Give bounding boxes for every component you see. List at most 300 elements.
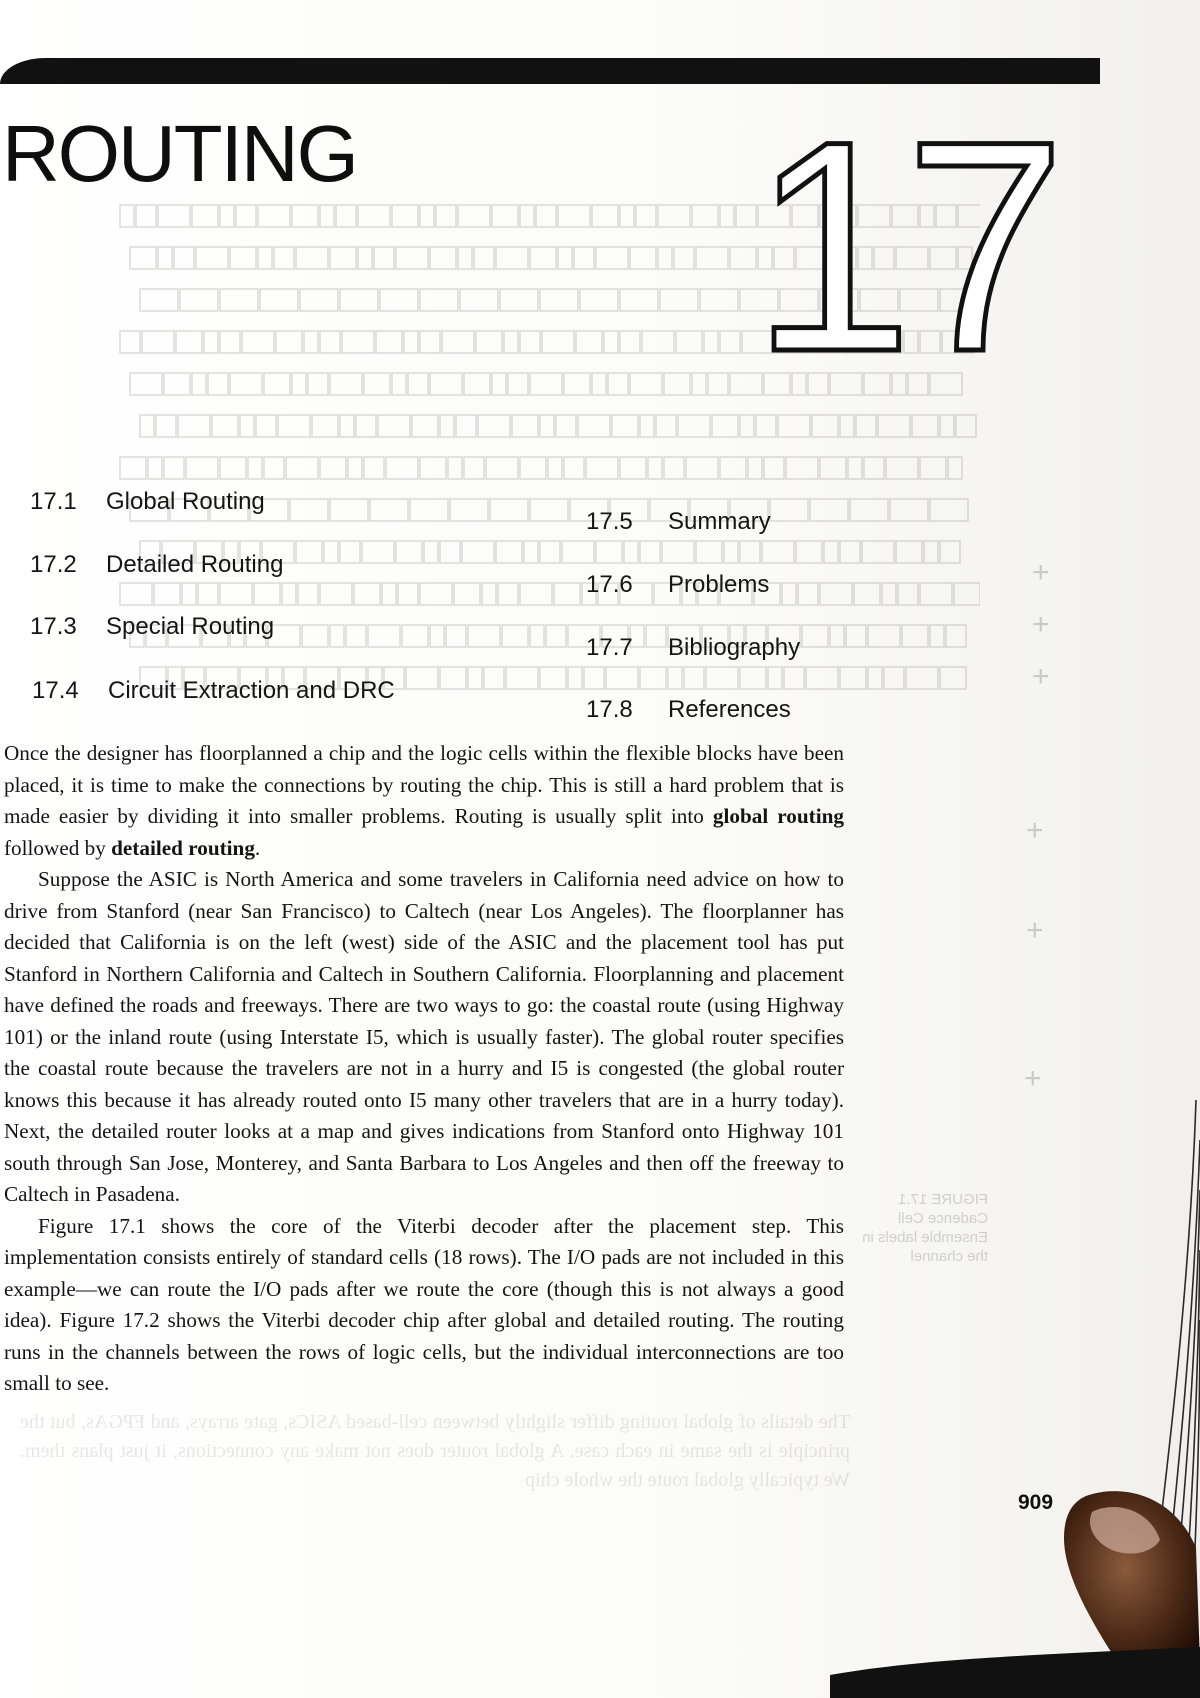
toc-title: References	[668, 696, 791, 723]
layout-cell	[764, 457, 784, 479]
layout-cell	[474, 247, 494, 269]
layout-cell	[330, 373, 362, 395]
layout-cell	[320, 583, 352, 605]
layout-cell	[490, 499, 528, 521]
layout-cell	[368, 625, 400, 647]
layout-cell	[864, 457, 884, 479]
layout-cell	[140, 415, 154, 437]
layout-cell	[864, 373, 890, 395]
layout-cell	[908, 373, 928, 395]
layout-cell	[840, 415, 854, 437]
layout-cell	[956, 415, 976, 437]
layout-cell	[276, 331, 302, 353]
layout-cell	[498, 583, 518, 605]
layout-cell	[856, 415, 876, 437]
layout-cell	[730, 373, 762, 395]
layout-cell	[840, 667, 866, 689]
toc-title: Bibliography	[668, 634, 801, 661]
layout-cell	[530, 373, 562, 395]
layout-cell	[320, 205, 334, 227]
layout-cell	[380, 289, 418, 311]
layout-cell	[120, 205, 134, 227]
plus-mark: +	[1026, 914, 1044, 947]
layout-cell	[612, 415, 638, 437]
layout-cell	[930, 625, 944, 647]
layout-cell	[868, 667, 882, 689]
layout-cell	[448, 457, 462, 479]
layout-cell	[386, 457, 418, 479]
layout-cell	[240, 415, 254, 437]
layout-cell	[456, 415, 476, 437]
layout-cell	[348, 457, 362, 479]
layout-cell	[642, 331, 674, 353]
layout-cell	[164, 373, 190, 395]
layout-cell	[424, 541, 438, 563]
layout-cell	[524, 541, 538, 563]
layout-cell	[192, 205, 218, 227]
bleed-through-text: The details of global routing differ slightly between cell-based ASICs, gate arrays, and FPGAs, but the principle is the same in each case. A global router does not make any connections, it just plans them. We typically global route the whole chip	[20, 1411, 850, 1491]
layout-cell	[340, 415, 354, 437]
layout-cell	[720, 457, 746, 479]
layout-cell	[258, 205, 290, 227]
layout-cell	[156, 415, 176, 437]
layout-cell	[824, 541, 838, 563]
layout-cell	[696, 247, 728, 269]
layout-cell	[530, 247, 556, 269]
layout-cell	[564, 457, 584, 479]
layout-cell	[484, 667, 504, 689]
paragraph: Figure 17.1 shows the core of the Viterbi decoder after the placement step. This implementation consists entirely of standard cells (18 rows). The I/O pads are not included in this example—we can route the I/O pads after we route the core (though this is not always a good idea). Figure 17.2 shows the Viterbi decoder chip after global and detailed routing. The routing runs in the channels between the rows of logic cells, but the individual interconnections are too small to see.	[4, 1213, 844, 1395]
layout-cell	[336, 205, 356, 227]
layout-cell	[568, 667, 582, 689]
layout-cell	[676, 331, 702, 353]
layout-cell	[186, 457, 218, 479]
layout-cell	[596, 541, 622, 563]
layout-cell	[196, 247, 228, 269]
layout-cell	[684, 667, 704, 689]
layout-cell	[230, 373, 262, 395]
layout-cell	[946, 625, 966, 647]
layout-cell	[624, 541, 638, 563]
layout-cell	[220, 331, 240, 353]
layout-cell	[296, 247, 328, 269]
layout-cell	[540, 667, 566, 689]
layout-cell	[308, 373, 328, 395]
layout-cell	[130, 247, 156, 269]
layout-cell	[660, 289, 698, 311]
layout-cell	[282, 583, 296, 605]
layout-cell	[374, 247, 394, 269]
layout-cell	[392, 205, 418, 227]
layout-cell	[330, 247, 356, 269]
layout-cell	[556, 415, 576, 437]
toc-number: 17.7	[586, 634, 633, 661]
layout-cell	[358, 247, 372, 269]
layout-cell	[402, 625, 428, 647]
layout-cell	[700, 289, 738, 311]
layout-cell	[756, 415, 776, 437]
layout-cell	[302, 625, 328, 647]
layout-cell	[902, 625, 928, 647]
layout-cell	[520, 457, 546, 479]
bold-term: detailed routing	[111, 835, 255, 860]
paragraph: Suppose the ASIC is North America and some travelers in California need advice on how to drive from Stanford (near San Francisco) to Caltech (near Los Angeles). The floorplanner has decided that California is on the left (west) side of the ASIC and the placement tool has put Stanford in Northern California and Caltech in Southern California. Floorplanning and placement have defined the roads and freeways. There are two ways to go: the coastal route (using Highway 101) or the inland route (using Interstate I5, which is usually faster). The global router specifies the coastal route because the travelers are not in a hurry and I5 is congested (the global router knows this because it has already routed onto I5 many other travelers that are in a hurry today). Next, the detailed router looks at a map and gives indications from Stanford onto Highway 101 south through San Jose, Monterey, and Santa Barbara to Los Angeles and then off the freeway to Caltech in Pasadena.	[4, 867, 844, 1206]
toc-item	[586, 634, 800, 662]
layout-cell	[740, 541, 760, 563]
toc-item	[586, 696, 791, 724]
layout-cell	[862, 541, 894, 563]
layout-cell	[586, 457, 618, 479]
layout-cell	[896, 541, 922, 563]
layout-cell	[692, 205, 718, 227]
layout-cell	[468, 667, 482, 689]
chapter-body-text	[4, 738, 844, 1400]
layout-cell	[492, 373, 506, 395]
layout-cell	[640, 667, 666, 689]
layout-cell	[664, 457, 684, 479]
layout-cell	[884, 667, 904, 689]
layout-cell	[476, 331, 502, 353]
layout-cell	[530, 625, 544, 647]
layout-cell	[242, 331, 274, 353]
layout-cell	[520, 205, 534, 227]
layout-cell	[786, 457, 818, 479]
layout-cell	[320, 331, 340, 353]
layout-cell	[120, 457, 146, 479]
layout-cell	[892, 373, 906, 395]
layout-cell	[706, 667, 738, 689]
layout-cell	[154, 583, 180, 605]
layout-cell	[662, 541, 694, 563]
layout-cell	[440, 667, 466, 689]
layout-cell	[508, 373, 528, 395]
plus-mark: +	[1032, 556, 1050, 589]
layout-cell	[640, 541, 660, 563]
layout-cell	[430, 373, 462, 395]
layout-cell	[796, 541, 822, 563]
layout-cell	[340, 289, 378, 311]
layout-cell	[204, 331, 218, 353]
layout-cell	[462, 541, 494, 563]
layout-cell	[596, 247, 628, 269]
layout-cell	[686, 457, 718, 479]
layout-cell	[720, 205, 734, 227]
layout-cell	[562, 541, 594, 563]
toc-number: 17.5	[586, 508, 633, 535]
layout-cell	[704, 331, 718, 353]
layout-cell	[768, 667, 782, 689]
layout-cell	[376, 331, 402, 353]
layout-cell	[260, 289, 298, 311]
layout-cell	[554, 583, 580, 605]
toc-item	[586, 571, 769, 599]
layout-cell	[320, 457, 346, 479]
toc-item	[586, 508, 771, 536]
layout-cell	[220, 289, 258, 311]
layout-cell	[396, 541, 422, 563]
toc-number: 17.2	[30, 551, 77, 578]
layout-cell	[940, 541, 960, 563]
layout-cell	[330, 499, 368, 521]
layout-cell	[130, 373, 162, 395]
layout-cell	[292, 205, 318, 227]
layout-cell	[408, 373, 428, 395]
toc-item	[30, 551, 283, 579]
layout-cell	[558, 205, 590, 227]
layout-cell	[674, 247, 694, 269]
layout-cell	[854, 583, 880, 605]
layout-cell	[136, 205, 156, 227]
layout-cell	[748, 457, 762, 479]
layout-cell	[540, 415, 554, 437]
layout-cell	[850, 499, 888, 521]
layout-cell	[492, 205, 518, 227]
layout-cell	[256, 415, 276, 437]
layout-cell	[840, 541, 860, 563]
layout-cell	[696, 541, 722, 563]
toc-title: Summary	[668, 508, 771, 535]
layout-cell	[604, 331, 618, 353]
layout-cell	[764, 373, 790, 395]
layout-cell	[220, 457, 246, 479]
layout-cell	[430, 625, 444, 647]
layout-cell	[664, 373, 690, 395]
layout-cell	[656, 415, 676, 437]
layout-cell	[724, 541, 738, 563]
layout-cell	[248, 457, 262, 479]
paragraph-text: Once the designer has floorplanned a chip and the logic cells within the flexible blocks have been placed, it is time to make the connections by routing the chip. This is still a hard problem that is made easier by dividing it into smaller problems. Routing is usually split into	[4, 741, 844, 828]
layout-cell	[502, 625, 528, 647]
layout-cell	[762, 541, 794, 563]
layout-cell	[440, 415, 454, 437]
layout-cell	[420, 457, 446, 479]
layout-cell	[420, 583, 452, 605]
layout-cell	[868, 625, 900, 647]
plus-mark: +	[1032, 608, 1050, 641]
layout-cell	[468, 625, 500, 647]
layout-cell	[274, 247, 294, 269]
layout-cell	[564, 373, 590, 395]
layout-cell	[396, 247, 428, 269]
layout-cell	[278, 415, 310, 437]
layout-cell	[548, 457, 562, 479]
layout-cell	[512, 415, 538, 437]
layout-cell	[436, 205, 456, 227]
toc-title: Special Routing	[106, 613, 275, 640]
layout-cell	[540, 289, 578, 311]
layout-cell	[300, 289, 338, 311]
layout-cell	[592, 205, 618, 227]
layout-cell	[486, 457, 518, 479]
layout-cell	[500, 289, 538, 311]
layout-cell	[878, 415, 910, 437]
layout-cell	[898, 583, 918, 605]
layout-cell	[668, 667, 682, 689]
layout-cell	[264, 457, 284, 479]
layout-cell	[520, 583, 552, 605]
layout-cell	[678, 415, 710, 437]
layout-cell	[220, 205, 234, 227]
layout-cell	[142, 331, 174, 353]
layout-cell	[220, 583, 252, 605]
layout-cell	[658, 247, 672, 269]
layout-cell	[542, 331, 574, 353]
layout-cell	[506, 667, 538, 689]
layout-cell	[912, 415, 938, 437]
layout-cell	[536, 205, 556, 227]
layout-cell	[630, 373, 662, 395]
layout-cell	[630, 247, 656, 269]
layout-cell	[208, 373, 228, 395]
layout-cell	[708, 373, 728, 395]
layout-cell	[158, 247, 172, 269]
layout-cell	[948, 457, 962, 479]
layout-cell	[258, 247, 272, 269]
layout-cell	[636, 205, 656, 227]
layout-cell	[620, 457, 646, 479]
layout-cell	[354, 583, 380, 605]
layout-cell	[364, 373, 390, 395]
layout-cell	[640, 415, 654, 437]
paragraph-text: .	[254, 835, 261, 860]
layout-cell	[410, 499, 448, 521]
plus-mark: +	[1032, 660, 1050, 693]
layout-cell	[478, 415, 510, 437]
layout-cell	[648, 457, 662, 479]
layout-cell	[848, 457, 862, 479]
layout-cell	[810, 499, 848, 521]
chapter-title: ROUTING	[2, 109, 357, 198]
layout-cell	[292, 373, 306, 395]
layout-cell	[340, 541, 360, 563]
layout-cell	[954, 583, 980, 605]
layout-cell	[808, 373, 828, 395]
toc-number: 17.6	[586, 571, 633, 598]
chapter-number-text: 17	[752, 118, 1058, 358]
toc-number: 17.1	[30, 488, 77, 515]
layout-cell	[592, 373, 606, 395]
paragraph-text: followed by	[4, 835, 112, 860]
layout-cell	[846, 625, 866, 647]
layout-cell	[120, 331, 140, 353]
layout-cell	[784, 667, 804, 689]
layout-cell	[620, 289, 658, 311]
layout-cell	[940, 667, 966, 689]
layout-cell	[540, 541, 560, 563]
layout-cell	[712, 415, 738, 437]
layout-cell	[442, 331, 474, 353]
layout-cell	[358, 205, 390, 227]
layout-cell	[236, 205, 256, 227]
layout-cell	[378, 415, 410, 437]
layout-cell	[458, 247, 472, 269]
layout-cell	[158, 205, 190, 227]
layout-cell	[930, 373, 962, 395]
toc-item	[32, 677, 395, 705]
layout-cell	[346, 625, 366, 647]
layout-cell	[886, 457, 918, 479]
layout-cell	[608, 373, 628, 395]
layout-cell	[930, 499, 968, 521]
layout-cell	[792, 373, 806, 395]
plus-mark: +	[1026, 814, 1044, 847]
layout-cell	[504, 331, 518, 353]
layout-cell	[606, 667, 638, 689]
layout-cell	[176, 331, 202, 353]
layout-cell	[802, 625, 828, 647]
bleed-through-caption: FIGURE 17.1 Cadence Cell Ensemble labels in the channel	[862, 1191, 988, 1265]
layout-cell	[406, 667, 438, 689]
layout-cell	[482, 583, 496, 605]
layout-cell	[798, 583, 818, 605]
toc-title: Global Routing	[106, 488, 265, 515]
layout-cell	[920, 583, 952, 605]
layout-cell	[580, 289, 618, 311]
layout-cell	[464, 373, 490, 395]
layout-cell	[496, 541, 522, 563]
layout-cell	[182, 583, 196, 605]
layout-cell	[454, 583, 480, 605]
layout-cell	[782, 583, 796, 605]
layout-cell	[546, 625, 566, 647]
layout-cell	[692, 373, 706, 395]
plus-mark: +	[1024, 1062, 1042, 1095]
layout-cell	[440, 541, 460, 563]
bold-term: global routing	[712, 804, 844, 828]
layout-cell	[740, 667, 766, 689]
toc-item	[30, 613, 274, 641]
layout-cell	[778, 415, 810, 437]
layout-cell	[720, 331, 740, 353]
layout-cell	[286, 457, 318, 479]
layout-cell	[120, 583, 152, 605]
layout-cell	[312, 415, 338, 437]
layout-cell	[362, 541, 394, 563]
layout-cell	[820, 583, 852, 605]
layout-cell	[584, 667, 604, 689]
layout-cell	[890, 499, 928, 521]
layout-cell	[496, 247, 528, 269]
layout-cell	[290, 499, 328, 521]
toc-title: Circuit Extraction and DRC	[108, 677, 395, 704]
layout-cell	[324, 541, 338, 563]
page-number: 909	[1018, 1491, 1054, 1514]
layout-cell	[212, 415, 238, 437]
toc-item	[30, 488, 265, 516]
chapter-header-bar	[0, 58, 1100, 84]
layout-cell	[806, 667, 838, 689]
layout-cell	[382, 583, 396, 605]
layout-cell	[412, 415, 438, 437]
layout-cell	[940, 415, 954, 437]
book-edge-shadow	[830, 1625, 1200, 1698]
layout-cell	[356, 415, 376, 437]
chapter-number	[746, 118, 1066, 358]
layout-cell	[296, 541, 322, 563]
layout-cell	[140, 289, 178, 311]
toc-number: 17.3	[30, 613, 77, 640]
layout-cell	[342, 331, 374, 353]
layout-cell	[404, 331, 418, 353]
layout-cell	[460, 289, 498, 311]
layout-cell	[164, 457, 184, 479]
toc-number: 17.4	[32, 677, 79, 704]
layout-cell	[254, 583, 280, 605]
layout-cell	[906, 667, 938, 689]
layout-cell	[298, 583, 318, 605]
layout-cell	[174, 247, 194, 269]
layout-cell	[578, 415, 610, 437]
